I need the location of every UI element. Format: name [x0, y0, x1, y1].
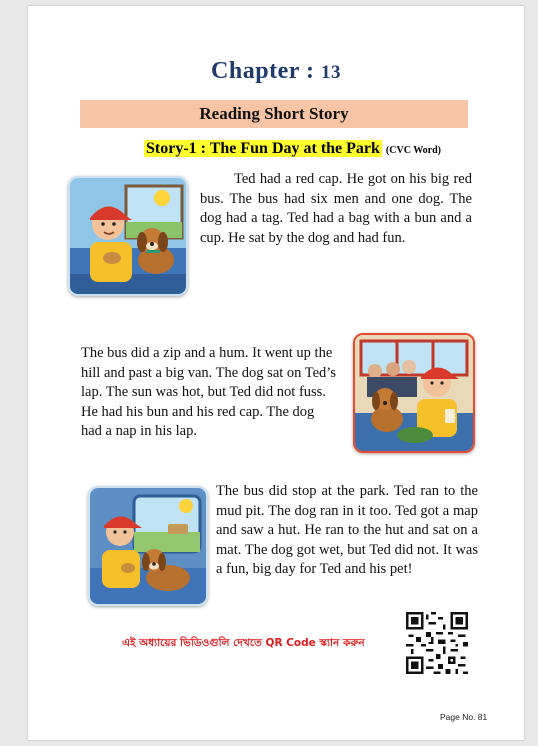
qr-code-icon[interactable]	[406, 612, 468, 674]
boy-with-dog-on-bus-illustration	[68, 176, 188, 296]
story-title-text: Story-1 : The Fun Day at the Park	[146, 140, 380, 157]
story-paragraph-2: The bus did a zip and a hum. It went up the hill and past a big van. The dog sat on Ted’s lap. The sun was hot, but Ted did not fuss. He had his bun and his red cap. The dog had a nap in his lap.	[81, 345, 336, 439]
page-number: Page No. 81	[440, 712, 488, 722]
section-title: Reading Short Story	[80, 100, 468, 128]
chapter-label: Chapter :	[211, 58, 315, 84]
boy-and-dog-at-bus-window-illustration	[88, 486, 208, 606]
story-paragraph-1: Ted had a red cap. He got on his big red bus. The bus had six men and one dog. The dog had a tag. Ted had a bag with a bun and a cup. He sat by the dog and had fun.	[200, 171, 472, 246]
page	[28, 6, 524, 740]
chapter-heading	[28, 58, 524, 85]
qr-instruction: এই অধ্যায়ের ভিডিওগুলি দেখতে QR Code স্ক্যান করুন	[122, 637, 365, 649]
story-tag: (CVC Word)	[385, 145, 442, 156]
story-paragraph-3: The bus did stop at the park. Ted ran to the mud pit. The dog ran in it too. Ted got a map and saw a hut. He ran to the hut and sat on a mat. The dog got wet, but Ted did not. It was a fun, big day for Ted and his pet!	[216, 483, 478, 577]
chapter-number: 13	[320, 62, 341, 83]
story-title	[144, 140, 441, 158]
boy-and-dog-among-passengers-illustration	[353, 333, 475, 453]
